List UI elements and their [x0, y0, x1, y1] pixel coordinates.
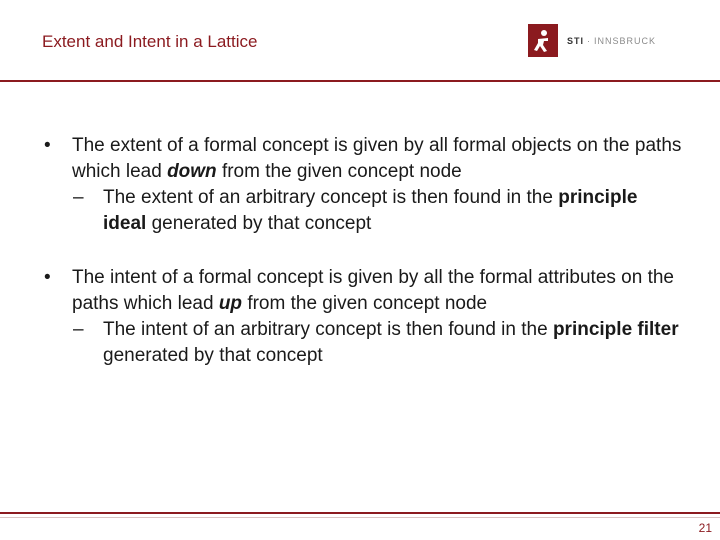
sub-bullet-text-end: generated by that concept	[103, 345, 323, 366]
logo-separator: ·	[587, 35, 592, 46]
sub-bullet-extent	[44, 185, 684, 237]
logo-place: INNSBRUCK	[594, 35, 657, 46]
sub-bullet-strong: principle ideal	[103, 187, 638, 234]
sub-bullet-text: The extent of an arbitrary concept is then found in the	[103, 187, 559, 208]
bullet-marker: •	[44, 135, 51, 156]
sub-bullet-text: The intent of an arbitrary concept is then found in the	[103, 319, 553, 340]
footer-rule	[0, 512, 720, 514]
bullet-extent	[44, 133, 684, 185]
sub-bullet-marker: –	[73, 319, 84, 340]
footer-rule-thin	[0, 517, 720, 518]
bullet-text-end: from the given concept node	[242, 293, 488, 314]
bullet-marker: •	[44, 267, 51, 288]
sub-bullet-marker: –	[73, 187, 84, 208]
bullet-text: The intent of a formal concept is given by all the formal attributes on the paths which lead	[72, 267, 674, 314]
bullet-text-end: from the given concept node	[216, 161, 462, 182]
bullet-emphasis: up	[218, 293, 243, 314]
logo-text	[567, 36, 656, 46]
bullet-emphasis: down	[167, 161, 217, 182]
person-icon	[528, 24, 558, 57]
sub-bullet-strong: principle filter	[552, 319, 679, 340]
bullet-intent	[44, 265, 684, 317]
header-rule	[0, 80, 720, 82]
page-number: 21	[698, 521, 712, 535]
slide-body	[44, 133, 684, 369]
slide-title: Extent and Intent in a Lattice	[42, 32, 258, 51]
sub-bullet-text-end: generated by that concept	[146, 213, 372, 234]
logo-brand: STI	[567, 35, 585, 46]
sti-logo	[528, 24, 656, 57]
sub-bullet-intent	[44, 317, 684, 369]
bullet-text: The extent of a formal concept is given by all formal objects on the paths which lead	[72, 135, 682, 182]
